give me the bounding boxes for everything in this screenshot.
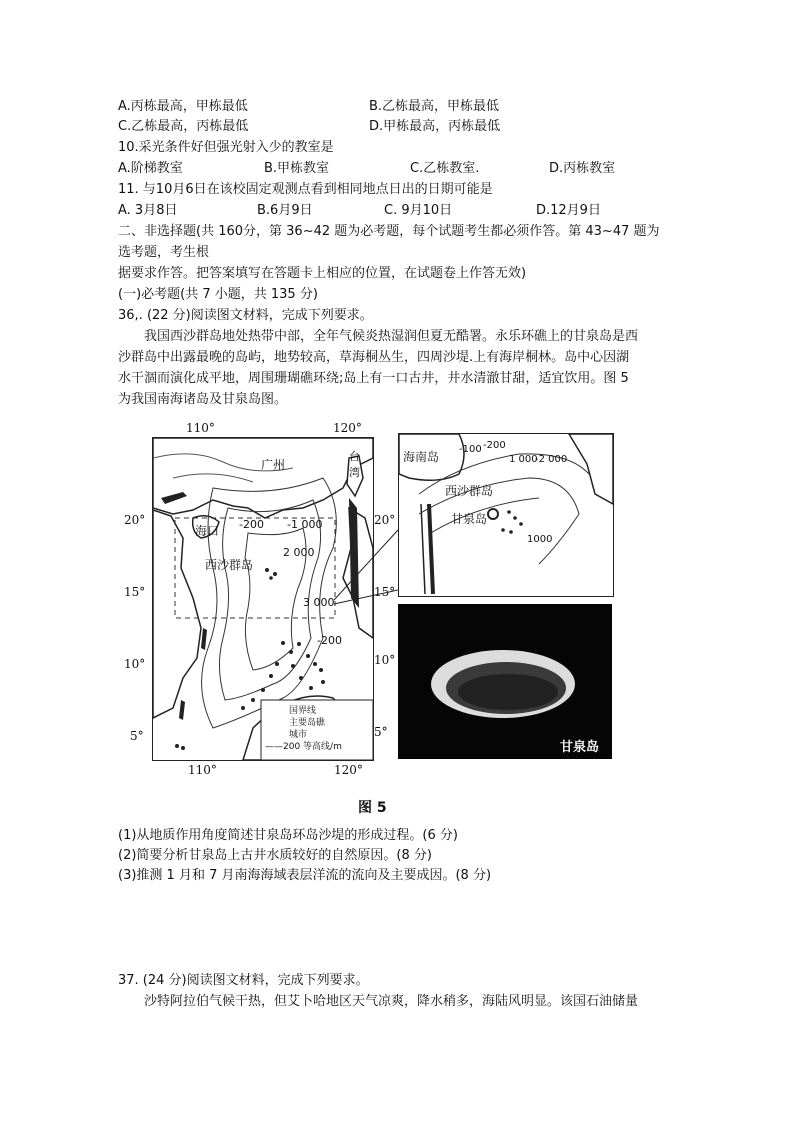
tick-left-15: 15° <box>124 585 146 599</box>
tick-bottom-120: 120° <box>334 763 363 777</box>
legend-islands: 主要岛礁 <box>289 718 326 728</box>
q37-paragraph-line1: 沙特阿拉伯气候干热，但艾卜哈地区天气凉爽，降水稍多，海陆风明显。该国石油储量 <box>144 994 639 1009</box>
label-taiwan-2: 湾 <box>349 466 360 479</box>
label-hainan: 海南岛 <box>403 450 440 464</box>
tick-bottom-110: 110° <box>188 763 217 777</box>
tick-left-5: 5° <box>130 729 144 743</box>
q11-option-b: B.6月9日 <box>257 203 313 218</box>
contour-label-1: -200 <box>239 518 264 531</box>
tick-right-15: 15° <box>374 585 396 599</box>
section2-line1: 二、非选择题(共 160分，第 36~42 题为必考题，每个试题考生都必须作答。第 43~47 题为 <box>118 224 660 239</box>
inset-contour-2: -200 <box>483 440 506 451</box>
inset-connector-lines <box>330 520 400 610</box>
q10-option-c: C.乙栋教室. <box>410 161 480 176</box>
contour-label-3: 2 000 <box>283 546 315 559</box>
q36-paragraph-line1: 我国西沙群岛地处热带中部，全年气候炎热湿润但夏无酷署。永乐环礁上的甘泉岛是西 <box>144 329 639 344</box>
q10-stem: 10.采光条件好但强光射入少的教室是 <box>118 140 334 155</box>
label-xisha-inset: 西沙群岛 <box>445 484 494 498</box>
label-guangzhou: 广州 <box>261 458 286 472</box>
tick-top-120: 120° <box>333 421 362 435</box>
q9-option-c: C.乙栋最高，丙栋最低 <box>118 119 249 134</box>
section2-line3: 据要求作答。把答案填写在答题卡上相应的位置，在试题卷上作答无效) <box>118 266 527 281</box>
tick-right-5: 5° <box>374 725 388 739</box>
label-taiwan-1: 台 <box>349 450 360 463</box>
tick-left-10: 10° <box>124 657 146 671</box>
q37-header: 37. (24 分)阅读图文材料，完成下列要求。 <box>118 973 369 988</box>
tick-top-110: 110° <box>186 421 215 435</box>
q36-sub3: (3)推测 1 月和 7 月南海海域表层洋流的流向及主要成因。(8 分) <box>118 868 492 883</box>
q10-option-a: A.阶梯教室 <box>118 161 183 176</box>
q36-paragraph-line2: 沙群岛中出露最晚的岛屿，地势较高，草海桐丛生，四周沙堤.上有海岸桐林。岛中心因湖 <box>118 350 630 365</box>
ganquan-island-photo <box>398 604 612 759</box>
q36-sub1: (1)从地质作用角度简述甘泉岛环岛沙堤的形成过程。(6 分) <box>118 828 458 843</box>
q9-option-d: D.甲栋最高，丙栋最低 <box>369 119 501 134</box>
tick-right-10: 10° <box>374 653 396 667</box>
q10-option-d: D.丙栋教室 <box>549 161 616 176</box>
q36-header: 36,. (22 分)阅读图文材料，完成下列要求。 <box>118 308 373 323</box>
inset-contour-5: 1000 <box>527 534 553 545</box>
q11-option-a: A. 3月8日 <box>118 203 178 218</box>
q11-option-d: D.12月9日 <box>536 203 601 218</box>
label-haikou: 海口 <box>195 524 220 538</box>
section2-line4: (一)必考题(共 7 小题，共 135 分) <box>118 287 318 302</box>
q36-paragraph-line4: 为我国南海诸岛及甘泉岛图。 <box>118 392 288 407</box>
section2-line2: 选考题，考生根 <box>118 245 210 260</box>
inset-contour-1: -100 <box>459 444 482 455</box>
q36-paragraph-line3: 水干涸而演化成平地，周围珊瑚礁环绕;岛上有一口古井，井水清澈甘甜，适宜饮用。图 5 <box>118 371 629 386</box>
label-ganquan-inset: 甘泉岛 <box>451 512 488 526</box>
tick-right-20: 20° <box>374 513 396 527</box>
tick-left-20: 20° <box>124 513 146 527</box>
legend-border: 国界线 <box>289 706 317 716</box>
label-xisha: 西沙群岛 <box>205 558 254 572</box>
q36-sub2: (2)简要分析甘泉岛上古井水质较好的自然原因。(8 分) <box>118 848 432 863</box>
contour-label-5: -200 <box>317 634 342 647</box>
q11-option-c: C. 9月10日 <box>384 203 453 218</box>
inset-contour-3: 1 000 <box>509 454 538 465</box>
legend-contour: ——200 等高线/m <box>265 742 342 752</box>
contour-label-2: -1 000 <box>287 518 323 531</box>
figure-caption: 图 5 <box>358 800 387 816</box>
q9-option-a: A.丙栋最高，甲栋最低 <box>118 99 248 114</box>
q9-option-b: B.乙栋最高，甲栋最低 <box>369 99 500 114</box>
legend-city: 城市 <box>289 730 308 740</box>
q11-stem: 11. 与10月6日在该校固定观测点看到相同地点日出的日期可能是 <box>118 182 493 197</box>
photo-label-ganquan: 甘泉岛 <box>560 740 600 755</box>
contour-label-4: 3 000 <box>303 596 335 609</box>
xisha-inset-map <box>398 433 614 597</box>
q10-option-b: B.甲栋教室 <box>264 161 330 176</box>
inset-contour-4: -2 000 <box>535 454 568 465</box>
